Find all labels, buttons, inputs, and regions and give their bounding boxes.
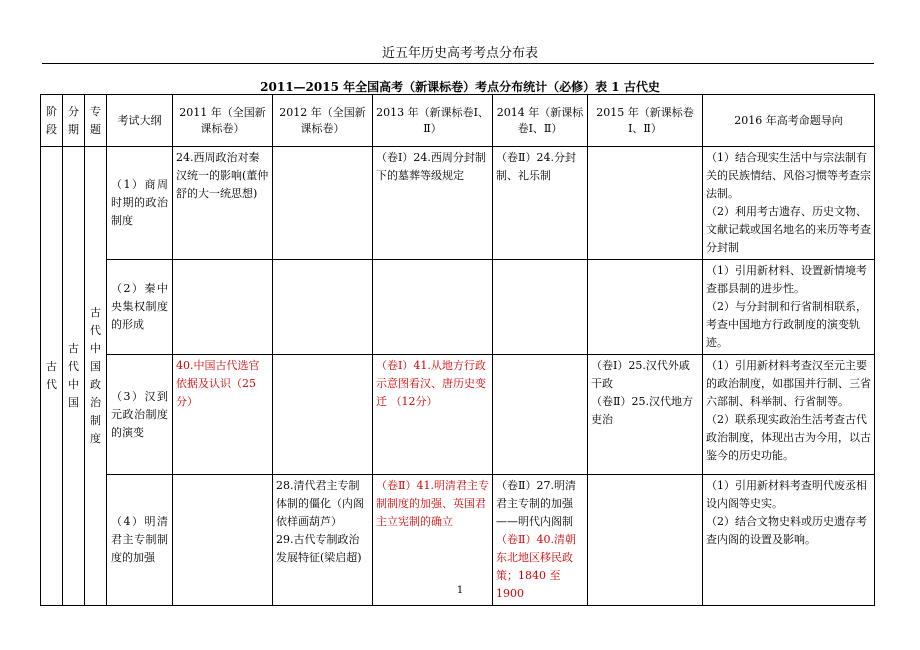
col-header-2015: 2015 年（新课标卷Ⅰ、Ⅱ）: [588, 95, 703, 147]
cell-2011: 40.中国古代选官依据及认识（25分）: [173, 355, 273, 475]
cell-2012: [273, 147, 373, 260]
guide-paragraph: （2）与分封制和行省制相联系，考查中国地方行政制度的演变轨迹。: [706, 300, 867, 349]
exam-distribution-table: [40, 94, 875, 606]
cell-2012: [273, 260, 373, 355]
cell-2013: （卷Ⅱ）41.明清君主专制制度的加强、英国君主立宪制的确立: [373, 475, 493, 606]
cell-2011: 24.西周政治对秦汉统一的影响(董仲舒的大一统思想): [173, 147, 273, 260]
col-header-outline: 考试大纲: [107, 95, 173, 147]
cell-2015: [588, 260, 703, 355]
guide-paragraph: （1）引用新材料考查汉至元主要的政治制度，如郡国并行制、三省六部制、科举制、行省制等。: [706, 359, 871, 408]
col-header-stage: 阶段: [41, 95, 63, 147]
table-row: [41, 260, 875, 355]
col-header-2011: 2011 年（全国新课标卷）: [173, 95, 273, 147]
guide-paragraph: （2）结合文物史料或历史遗存考查内阁的设置及影响。: [706, 515, 867, 546]
period-cell: 古代中国: [63, 147, 85, 606]
cell-2012: [273, 355, 373, 475]
guide-paragraph: （2）联系现实政治生活考查古代政治制度，体现出古为今用，以古鉴今的历史功能。: [706, 413, 871, 462]
header-row: [41, 95, 875, 147]
header-rule: [42, 63, 874, 64]
guide-cell: [703, 147, 875, 260]
table-caption: 2011—2015 年全国高考（新课标卷）考点分布统计（必修）表 1 古代史: [260, 80, 660, 94]
guide-cell: [703, 260, 875, 355]
topic-cell: 古代中国政治制度: [85, 147, 107, 606]
cell-entry: （卷Ⅰ）25.汉代外戚干政: [591, 359, 690, 390]
table-row: [41, 147, 875, 260]
cell-entry: （卷Ⅱ）25.汉代地方吏治: [591, 395, 693, 426]
cell-2014: [493, 260, 588, 355]
cell-2013: （卷Ⅰ）41.从地方行政示意图看汉、唐历史变迁 （12分）: [373, 355, 493, 475]
table-row: [41, 355, 875, 475]
stage-cell: 古代: [41, 147, 63, 606]
guide-paragraph: （2）利用考古遗存、历史文物、文献记载或国名地名的来历等考查分封制: [706, 205, 871, 254]
guide-cell: [703, 355, 875, 475]
cell-entry: 29.古代专制政治发展特征(梁启超): [276, 533, 362, 564]
outline-cell: （3）汉到元政治制度的演变: [107, 355, 173, 475]
cell-2013: [373, 260, 493, 355]
outline-cell: （2）秦中央集权制度的形成: [107, 260, 173, 355]
cell-entry: （卷Ⅱ）40.清朝东北地区移民政策；1840 至 1900: [496, 533, 576, 600]
page-number: 1: [456, 585, 464, 596]
col-header-2014: 2014 年（新课标卷Ⅰ、Ⅱ）: [493, 95, 588, 147]
cell-2013: （卷Ⅰ）24.西周分封制下的墓葬等级规定: [373, 147, 493, 260]
cell-2015: [588, 147, 703, 260]
col-header-2013: 2013 年（新课标卷Ⅰ、Ⅱ）: [373, 95, 493, 147]
col-header-period: 分期: [63, 95, 85, 147]
outline-cell: （4）明清君主专制制度的加强: [107, 475, 173, 606]
cell-entry: （卷Ⅱ）27.明清君主专制的加强——明代内阁制: [496, 479, 576, 528]
guide-paragraph: （1）引用新材料、设置新情境考查郡县制的进步性。: [706, 264, 867, 295]
cell-2014: [493, 355, 588, 475]
col-header-2016: 2016 年高考命题导向: [703, 95, 875, 147]
guide-paragraph: （1）结合现实生活中与宗法制有关的民族情结、风俗习惯等考查宗法制。: [706, 151, 871, 200]
cell-2014: （卷Ⅱ）24.分封制、礼乐制: [493, 147, 588, 260]
col-header-2012: 2012 年（全国新课标卷）: [273, 95, 373, 147]
cell-2011: [173, 260, 273, 355]
cell-2015: [588, 355, 703, 475]
guide-paragraph: （1）引用新材料考查明代废丞相设内阁等史实。: [706, 479, 867, 510]
outline-cell: （1）商周时期的政治制度: [107, 147, 173, 260]
col-header-topic: 专题: [85, 95, 107, 147]
page-header-title: 近五年历史高考考点分布表: [381, 46, 538, 61]
cell-entry: 28.清代君主专制体制的僵化（内阁依样画葫芦）: [276, 479, 364, 528]
